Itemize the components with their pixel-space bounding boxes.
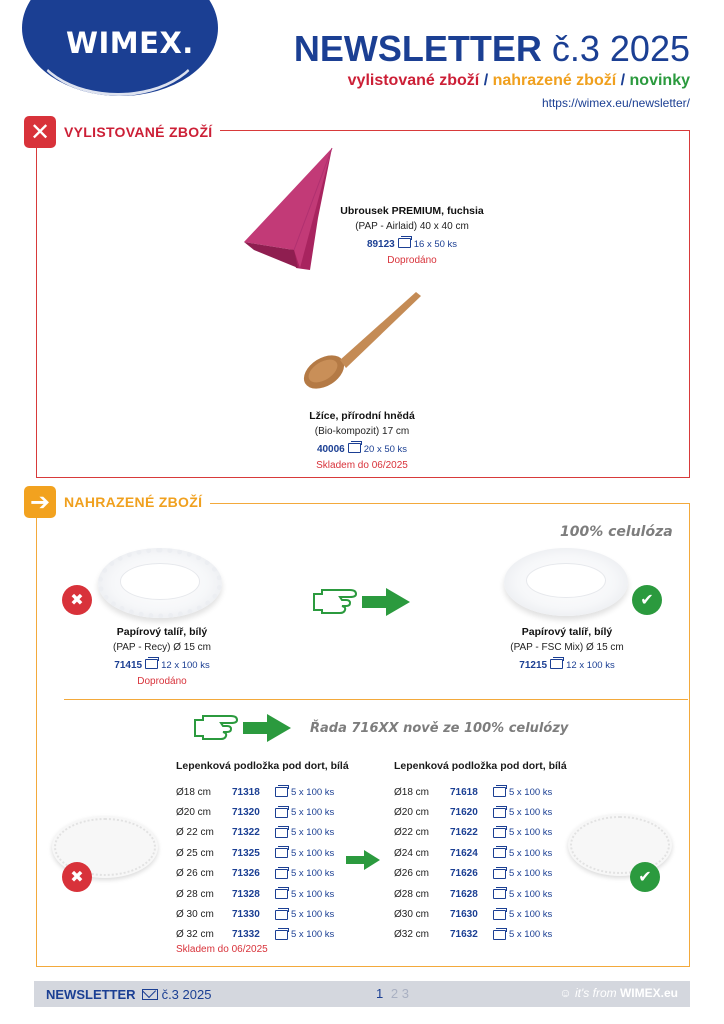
product-name: Ubrousek PREMIUM, fuchsia — [340, 205, 484, 217]
product-spec: (Bio-kompozit) 17 cm — [314, 426, 410, 437]
subtitle-delisted: vylistované zboží — [347, 72, 480, 89]
size-cell: Ø18 cm — [394, 786, 430, 798]
pack-cell: 5 x 100 ks — [509, 868, 553, 880]
table-row — [176, 884, 349, 904]
replaced-section-title: NAHRAZENÉ ZBOŽÍ — [64, 494, 203, 510]
old-plate-image — [98, 548, 222, 618]
table-row — [176, 904, 349, 924]
code-cell: 71618 — [450, 786, 478, 798]
size-cell: Ø18 cm — [176, 786, 212, 798]
footer-title: NEWSLETTER — [46, 986, 136, 1002]
subtitle-news: novinky — [629, 72, 690, 89]
x-icon: ✖ — [62, 585, 92, 615]
pack-cell: 5 x 100 ks — [291, 807, 335, 819]
table-row — [176, 782, 349, 802]
product-pack: 12 x 100 ks — [161, 660, 210, 671]
table-row — [394, 802, 567, 822]
newsletter-title-bold: NEWSLETTER — [293, 28, 542, 69]
pack-cell: 5 x 100 ks — [291, 827, 335, 839]
old-plate-info — [82, 624, 242, 690]
page-others[interactable]: 2 3 — [390, 986, 409, 1001]
product-name: Lžíce, přírodní hnědá — [309, 410, 415, 422]
pack-cell: 5 x 100 ks — [509, 847, 553, 859]
subtitle-sep: / — [620, 72, 626, 89]
x-icon: ✕ — [24, 116, 56, 148]
box-icon — [493, 828, 506, 838]
size-cell: Ø20 cm — [176, 807, 212, 819]
product-status: Doprodáno — [387, 255, 437, 266]
newsletter-subtitle — [348, 72, 690, 90]
pack-cell: 5 x 100 ks — [291, 909, 335, 921]
size-cell: Ø 22 cm — [176, 827, 214, 839]
subtitle-replaced: nahrazené zboží — [492, 72, 617, 89]
product-pack: 16 x 50 ks — [413, 239, 458, 250]
size-cell: Ø22 cm — [394, 827, 430, 839]
product-name: Papírový talíř, bílý — [521, 626, 613, 638]
arrow-right-icon — [346, 850, 380, 870]
code-cell: 71318 — [232, 786, 260, 798]
box-icon — [275, 889, 288, 899]
pack-cell: 5 x 100 ks — [291, 888, 335, 900]
box-icon — [493, 787, 506, 797]
code-cell: 71630 — [450, 909, 478, 921]
box-icon — [275, 869, 288, 879]
box-icon — [493, 930, 506, 940]
code-cell: 71325 — [232, 847, 260, 859]
code-cell: 71322 — [232, 827, 260, 839]
code-cell: 71628 — [450, 888, 478, 900]
logo-text: WIMEX. — [66, 26, 194, 60]
pack-cell: 5 x 100 ks — [509, 807, 553, 819]
pack-cell: 5 x 100 ks — [509, 827, 553, 839]
footer-issue: č.3 2025 — [161, 986, 212, 1002]
product-spec: (PAP - Airlaid) 40 x 40 cm — [355, 221, 469, 232]
pack-cell: 5 x 100 ks — [291, 929, 335, 941]
table-title: Lepenková podložka pod dort, bílá — [176, 760, 349, 772]
product-code: 40006 — [316, 444, 345, 455]
footer-tagline — [559, 986, 678, 1000]
product-spec: (PAP - FSC Mix) Ø 15 cm — [510, 642, 624, 653]
box-icon — [275, 828, 288, 838]
newsletter-title — [294, 28, 690, 70]
size-cell: Ø32 cm — [394, 929, 430, 941]
footer-brand: WIMEX.eu — [619, 986, 678, 1000]
product-code: 71215 — [519, 660, 548, 671]
code-cell: 71626 — [450, 868, 478, 880]
table-row — [394, 823, 567, 843]
table-row — [394, 925, 567, 945]
box-icon — [275, 848, 288, 858]
napkin-image — [240, 146, 336, 270]
box-icon — [275, 787, 288, 797]
subtitle-sep: / — [483, 72, 489, 89]
table-row — [176, 802, 349, 822]
size-cell: Ø24 cm — [394, 847, 430, 859]
box-icon — [275, 910, 288, 920]
box-icon — [145, 659, 158, 669]
size-cell: Ø20 cm — [394, 807, 430, 819]
product-spec: (PAP - Recy) Ø 15 cm — [113, 642, 211, 653]
pack-cell: 5 x 100 ks — [509, 888, 553, 900]
replaced-section-header — [24, 486, 210, 518]
box-icon — [398, 238, 411, 248]
check-icon: ✔ — [632, 585, 662, 615]
box-icon — [275, 930, 288, 940]
section-divider — [64, 699, 688, 700]
size-cell: Ø 25 cm — [176, 847, 214, 859]
pack-cell: 5 x 100 ks — [291, 868, 335, 880]
new-plate-image — [504, 548, 628, 616]
page-current[interactable]: 1 — [376, 986, 384, 1001]
table-row — [176, 925, 349, 945]
code-cell: 71620 — [450, 807, 478, 819]
newsletter-issue: č.3 2025 — [551, 28, 690, 69]
table-row — [394, 904, 567, 924]
code-cell: 71328 — [232, 888, 260, 900]
box-icon — [493, 808, 506, 818]
smile-icon: ☺ — [559, 986, 572, 1000]
size-cell: Ø 30 cm — [176, 909, 214, 921]
spoon-info — [282, 408, 442, 474]
size-cell: Ø 32 cm — [176, 929, 214, 941]
table-row — [394, 884, 567, 904]
product-name: Papírový talíř, bílý — [116, 626, 208, 638]
product-status: Doprodáno — [137, 676, 187, 687]
code-cell: 71622 — [450, 827, 478, 839]
box-icon — [493, 848, 506, 858]
x-icon: ✖ — [62, 862, 92, 892]
table-row — [176, 823, 349, 843]
box-icon — [493, 889, 506, 899]
product-status: Skladem do 06/2025 — [316, 460, 408, 471]
delisted-section-title: VYLISTOVANÉ ZBOŽÍ — [64, 124, 213, 140]
tagline-text: it's from — [575, 986, 617, 1000]
code-cell: 71320 — [232, 807, 260, 819]
newsletter-url[interactable]: https://wimex.eu/newsletter/ — [541, 96, 690, 110]
product-code: 71415 — [114, 660, 143, 671]
table-row — [394, 843, 567, 863]
spoon-image — [300, 288, 424, 396]
product-code: 89123 — [366, 239, 395, 250]
size-cell: Ø26 cm — [394, 868, 430, 880]
product-pack: 20 x 50 ks — [363, 444, 408, 455]
size-cell: Ø28 cm — [394, 888, 430, 900]
napkin-info — [332, 203, 492, 269]
hand-pointing-icon — [312, 586, 412, 618]
series-note: Řada 716XX nově ze 100% celulózy — [310, 721, 569, 736]
size-cell: Ø30 cm — [394, 909, 430, 921]
pack-cell: 5 x 100 ks — [291, 847, 335, 859]
table-row — [394, 782, 567, 802]
code-cell: 71332 — [232, 929, 260, 941]
size-cell: Ø 28 cm — [176, 888, 214, 900]
arrow-right-icon: ➔ — [24, 486, 56, 518]
code-cell: 71330 — [232, 909, 260, 921]
box-icon — [493, 910, 506, 920]
box-icon — [493, 869, 506, 879]
table-row — [176, 864, 349, 884]
new-plate-info — [482, 624, 652, 674]
product-pack: 12 x 100 ks — [566, 660, 615, 671]
table-row — [176, 843, 349, 863]
code-cell: 71326 — [232, 868, 260, 880]
code-cell: 71632 — [450, 929, 478, 941]
table-title: Lepenková podložka pod dort, bílá — [394, 760, 567, 772]
check-icon: ✔ — [630, 862, 660, 892]
pack-cell: 5 x 100 ks — [509, 909, 553, 921]
pack-cell: 5 x 100 ks — [509, 786, 553, 798]
table-status: Skladem do 06/2025 — [176, 944, 268, 955]
table-row — [394, 864, 567, 884]
code-cell: 71624 — [450, 847, 478, 859]
hand-pointing-icon — [192, 712, 294, 744]
envelope-icon — [142, 989, 158, 1000]
old-cake-board-table — [176, 760, 349, 945]
box-icon — [348, 443, 361, 453]
page-indicator — [376, 986, 409, 1001]
size-cell: Ø 26 cm — [176, 868, 214, 880]
celulose-note: 100% celulóza — [560, 524, 673, 540]
footer-bar — [34, 981, 690, 1007]
box-icon — [275, 808, 288, 818]
new-cake-board-table — [394, 760, 567, 945]
pack-cell: 5 x 100 ks — [291, 786, 335, 798]
pack-cell: 5 x 100 ks — [509, 929, 553, 941]
delisted-section-header — [24, 116, 220, 148]
box-icon — [550, 659, 563, 669]
